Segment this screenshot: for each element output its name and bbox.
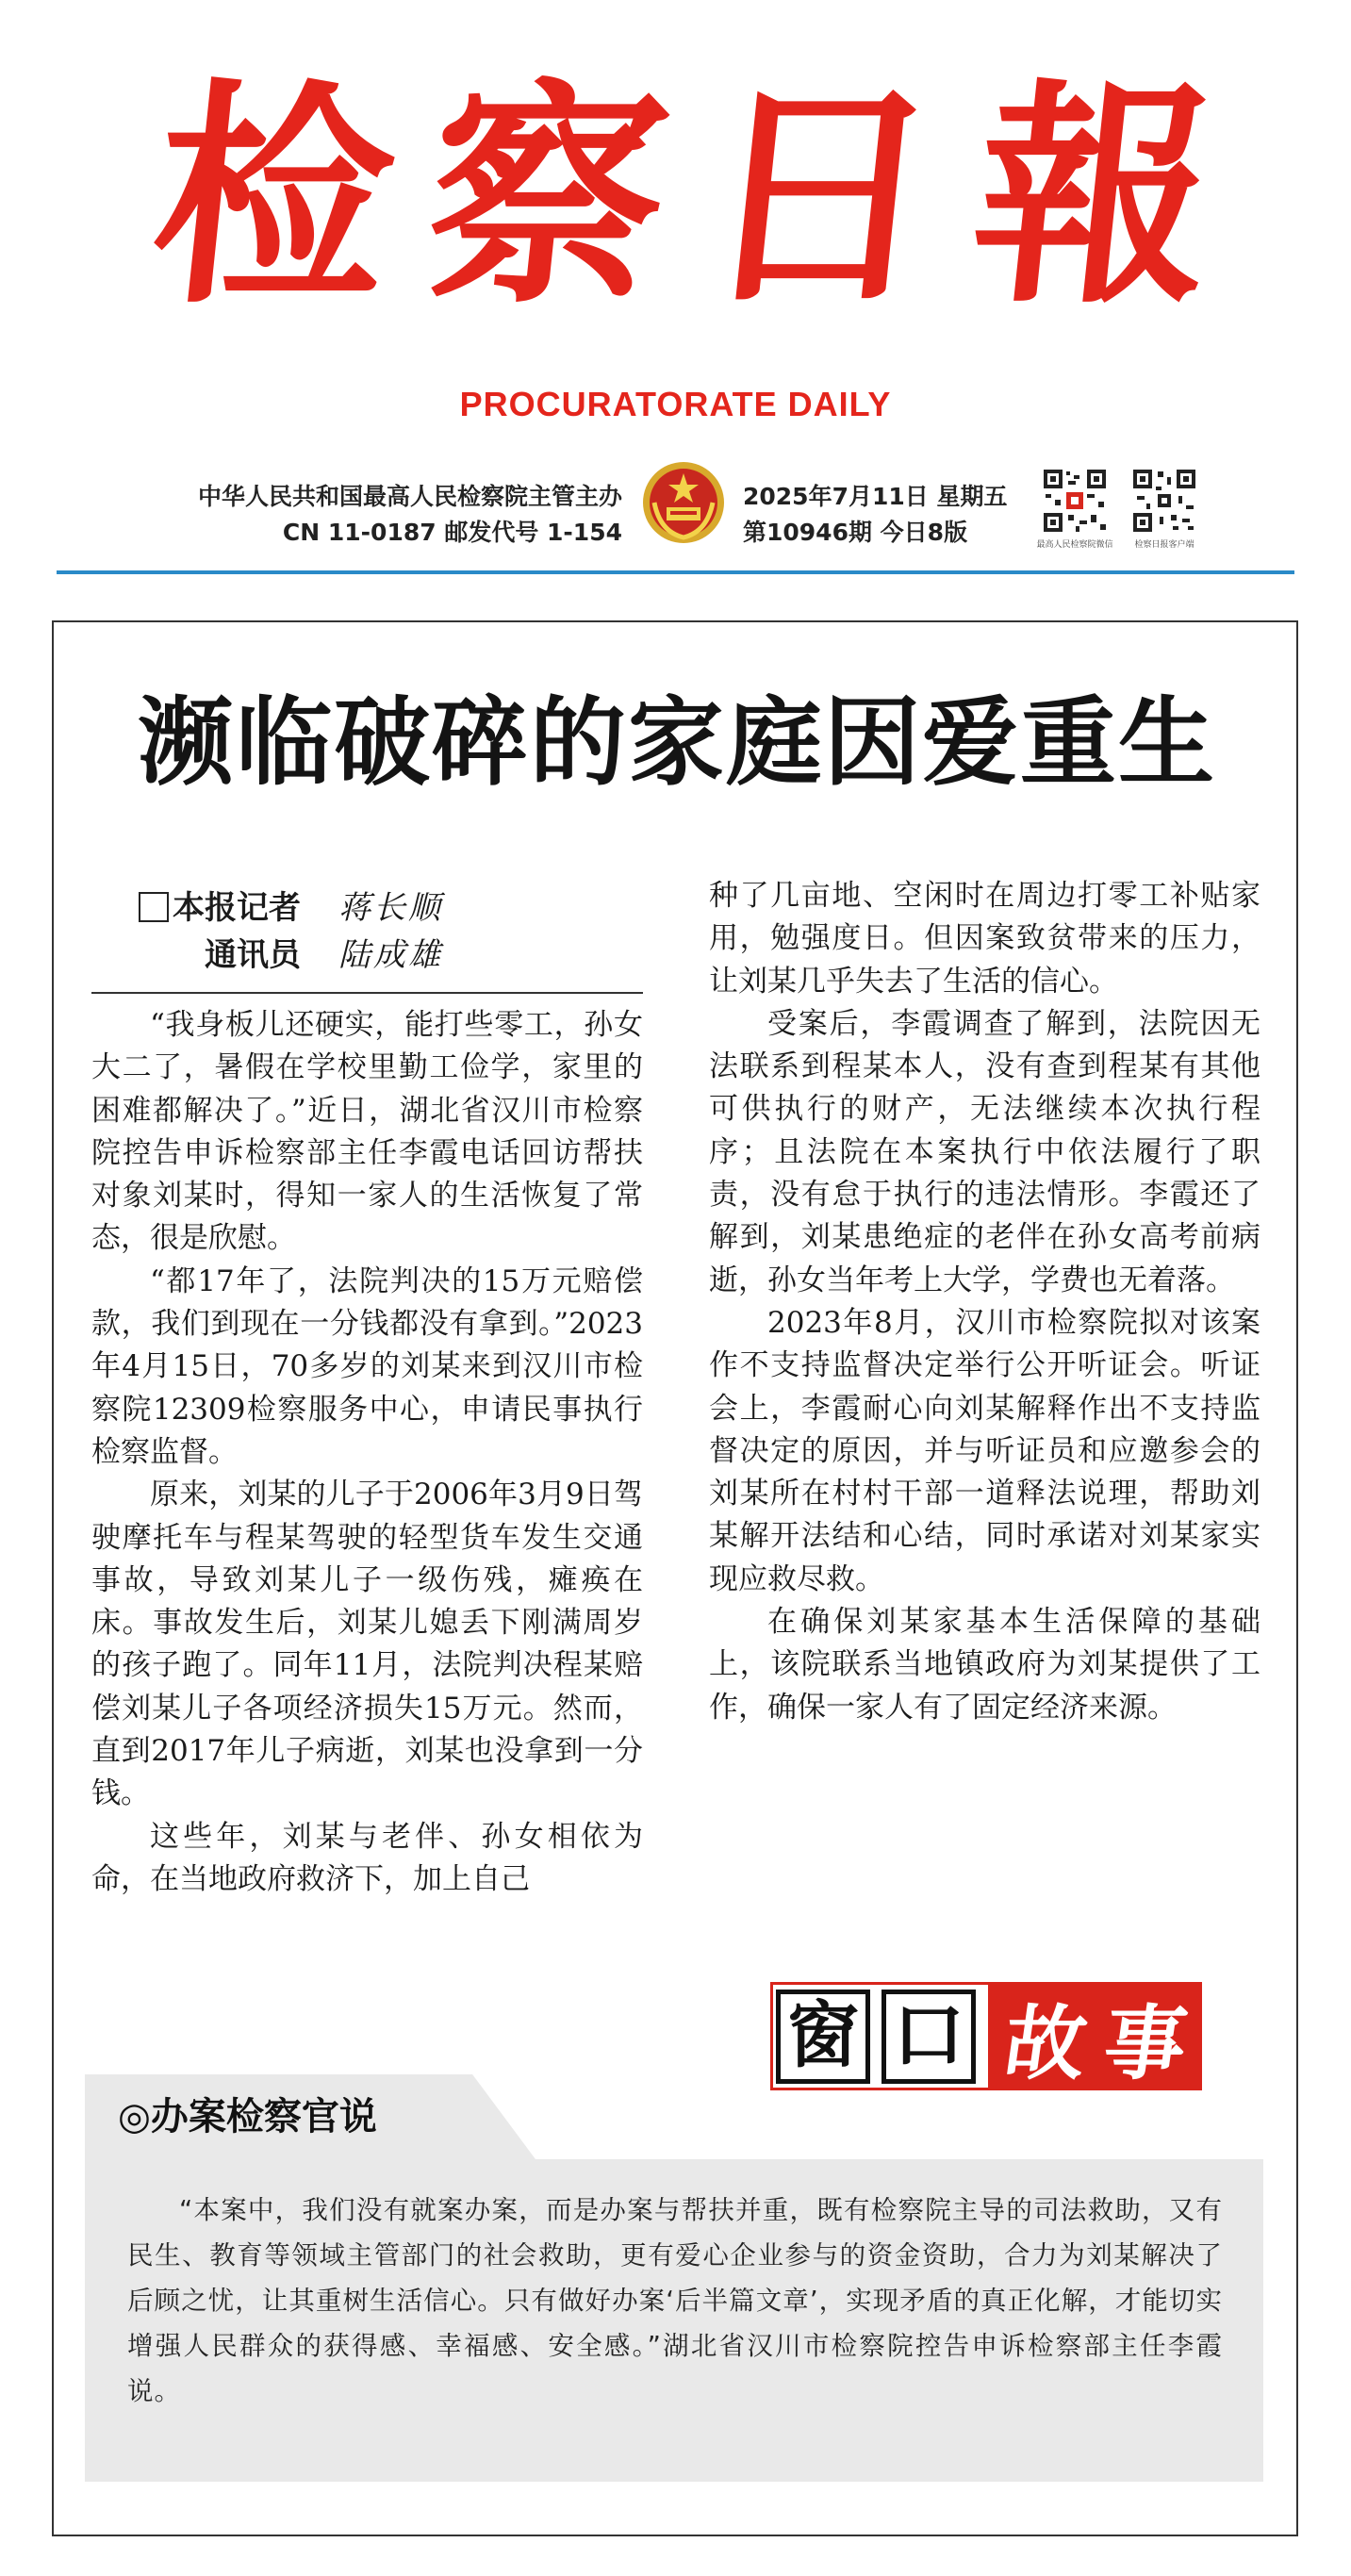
masthead-char: 報 (961, 60, 1227, 335)
article-paragraph: “我身板儿还硬实，能打些零工，孙女大二了，暑假在学校里勤工俭学，家里的困难都解决了。”近日，湖北省汉川市检察院控告申诉检察部主任李霞电话回访帮扶对象刘某时，得知一家人的生活恢复了常态，很是欣慰。 (91, 1008, 643, 1256)
reporter-name: 蒋长顺 (338, 889, 443, 927)
correspondent-role: 通讯员 (205, 936, 301, 974)
article-paragraph: “都17年了，法院判决的15万元赔偿款，我们到现在一分钱都没有拿到。”2023年4月15日，70多岁的刘某来到汉川市检察院12309检察服务中心，申请民事执行检察监督。 (91, 1263, 643, 1469)
article-paragraph: 受案后，李霞调查了解到，法院因无法联系到程某本人，没有查到程某有其他可供执行的财产，无法继续本次执行程序；且法院在本案执行中依法履行了职责，没有怠于执行的违法情形。李霞还了解到，刘某患绝症的老伴在孙女高考前病逝，孙女当年考上大学，学费也无着落。 (709, 1006, 1260, 1297)
column-logo-char: 口 (881, 1990, 976, 2084)
masthead-english-title: PROCURATORATE DAILY (459, 385, 892, 423)
cn-number-line: CN 11-0187 邮发代号 1-154 (282, 519, 622, 546)
article-frame (52, 620, 1298, 2536)
masthead-divider (57, 570, 1294, 574)
publication-info-left (151, 479, 622, 551)
masthead-char: 日 (687, 60, 953, 335)
quote-box (85, 2159, 1263, 2482)
article-paragraph: 2023年8月，汉川市检察院拟对该案作不支持监督决定举行公开听证会。听证会上，李霞耐心向刘某解释作出不支持监督决定的原因，并与听证员和应邀参会的刘某所在村村干部一道释法说理，帮助刘某解开法结和心结，同时承诺对刘某家实现应救尽救。 (709, 1305, 1260, 1596)
national-emblem-icon (641, 460, 726, 545)
article-paragraph: 原来，刘某的儿子于2006年3月9日驾驶摩托车与程某驾驶的轻型货车发生交通事故，导致刘某儿子一级伤残，瘫痪在床。事故发生后，刘某儿媳丢下刚满周岁的孩子跑了。同年11月，法院判决程某赔偿刘某儿子各项经济损失15万元。然而，直到2017年儿子病逝，刘某也没拿到一分钱。 (91, 1478, 643, 1811)
masthead-char: 察 (414, 60, 680, 335)
column-logo (770, 1982, 1204, 2090)
byline-divider (91, 992, 643, 994)
article-paragraph: 种了几亩地、空闲时在周边打零工补贴家用，勉强度日。但因案致贫带来的压力，让刘某几乎失去了生活的信心。 (709, 879, 1260, 999)
article-paragraph: 在确保刘某家基本生活保障的基础上，该院联系当地镇政府为刘某提供了工作，确保一家人有了固定经济来源。 (709, 1605, 1260, 1725)
column-logo-red-block (991, 1982, 1202, 2090)
app-qr-caption: 检察日报客户端 (1134, 540, 1194, 550)
article-column-right (709, 875, 1260, 1729)
date-line: 2025年7月11日 星期五 (743, 483, 1008, 510)
masthead-title (140, 38, 1227, 358)
column-logo-char: 窗 (776, 1990, 870, 2084)
column-logo-char: 故 (997, 1995, 1094, 2091)
issue-line: 第10946期 今日8版 (743, 519, 968, 546)
byline-box-icon (139, 892, 169, 922)
app-qr-code-icon[interactable] (1131, 468, 1197, 534)
masthead-char: 检 (140, 60, 406, 335)
reporter-role: 本报记者 (91, 884, 301, 932)
column-logo-char: 事 (1097, 1995, 1194, 2091)
correspondent-name: 陆成雄 (338, 936, 443, 974)
article-column-left (91, 1004, 643, 1901)
article-paragraph: 这些年，刘某与老伴、孙女相依为命，在当地政府救济下，加上自己 (91, 1819, 643, 1896)
wechat-qr-caption: 最高人民检察院微信 (1036, 540, 1113, 550)
publication-info-right (743, 479, 1045, 551)
wechat-qr-code-icon[interactable] (1042, 468, 1108, 534)
byline (91, 884, 643, 979)
article-headline: 濒临破碎的家庭因爱重生 (138, 686, 1216, 800)
quote-title: ◎办案检察官说 (118, 2095, 377, 2138)
sponsor-line: 中华人民共和国最高人民检察院主管主办 (197, 483, 622, 510)
quote-text: “本案中，我们没有就案办案，而是办案与帮扶并重，既有检察院主导的司法救助，又有民生、教育等领域主管部门的社会救助，更有爱心企业参与的资金资助，合力为刘某解决了后顾之忧，让其重树生活信心。只有做好办案‘后半篇文章’，实现矛盾的真正化解，才能切实增强人民群众的获得感、幸福感、安全感。”湖北省汉川市检察院控告申诉检察部主任李霞说。 (127, 2195, 1223, 2406)
